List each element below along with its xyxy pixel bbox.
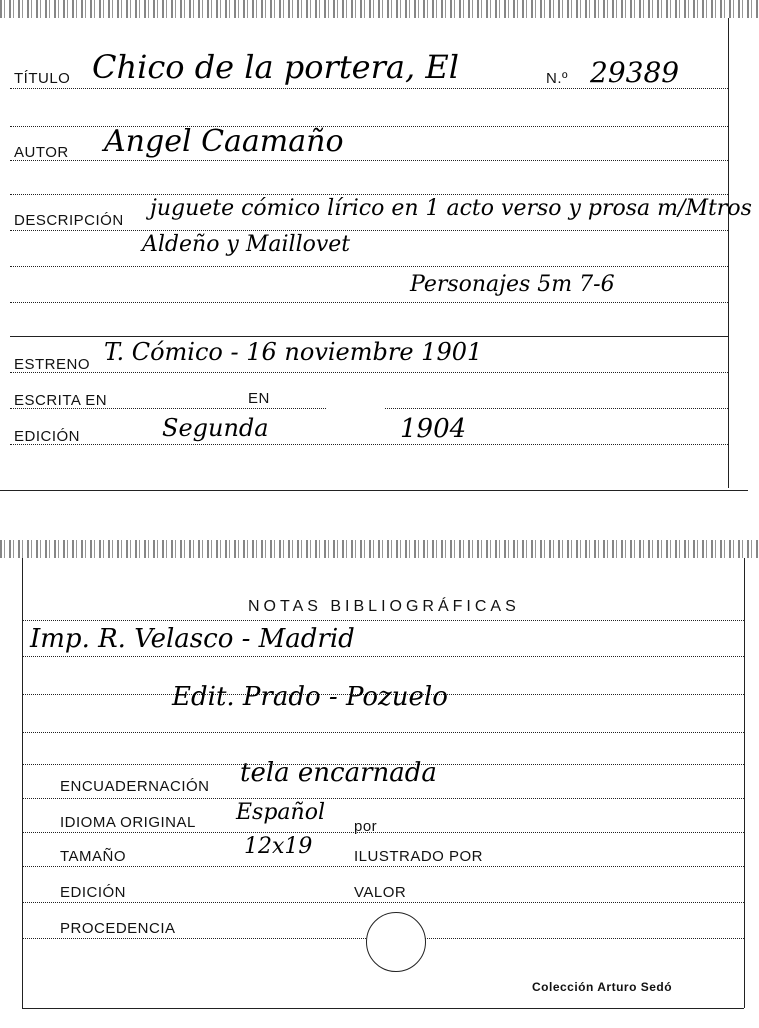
card-right-border bbox=[728, 18, 729, 488]
descripcion-line1: juguete cómico lírico en 1 acto verso y prosa m/Mtros bbox=[150, 196, 752, 221]
notes-line1: Imp. R. Velasco - Madrid bbox=[30, 624, 355, 654]
ruled-line bbox=[22, 620, 744, 621]
valor-label: VALOR bbox=[354, 884, 407, 901]
catalog-card-back bbox=[0, 540, 759, 1028]
numero-value: 29389 bbox=[590, 56, 680, 89]
ruled-line bbox=[22, 798, 744, 799]
ruled-line bbox=[10, 372, 728, 373]
coleccion-label: Colección Arturo Sedó bbox=[532, 980, 673, 994]
ruled-line bbox=[10, 266, 728, 267]
ruled-line bbox=[22, 832, 744, 833]
por-label: por bbox=[354, 818, 378, 835]
section-divider bbox=[10, 336, 728, 337]
idioma-value: Español bbox=[236, 800, 325, 825]
ruled-line bbox=[10, 194, 728, 195]
ruled-line bbox=[10, 444, 728, 445]
edicion-value: Segunda bbox=[162, 414, 269, 442]
escrita-label: ESCRITA EN bbox=[14, 392, 108, 409]
descripcion-line2: Aldeño y Maillovet bbox=[142, 232, 351, 257]
ilustrado-label: ILUSTRADO POR bbox=[354, 848, 484, 865]
ruled-line bbox=[10, 160, 728, 161]
card-bottom-border bbox=[0, 490, 748, 491]
notes-line2: Edit. Prado - Pozuelo bbox=[172, 682, 448, 712]
card-bottom-border bbox=[22, 1008, 744, 1009]
autor-value: Angel Caamaño bbox=[104, 124, 344, 159]
titulo-value: Chico de la portera, El bbox=[92, 48, 459, 86]
edicion-label-back: EDICIÓN bbox=[60, 884, 127, 901]
card-edge-noise bbox=[0, 540, 759, 558]
ruled-line bbox=[10, 302, 728, 303]
numero-label: N.º bbox=[546, 70, 568, 87]
titulo-label: TÍTULO bbox=[14, 70, 71, 87]
descripcion-line3: Personajes 5m 7-6 bbox=[410, 272, 615, 297]
idioma-label: IDIOMA ORIGINAL bbox=[60, 814, 196, 831]
encuadernacion-value: tela encarnada bbox=[240, 758, 437, 788]
tamano-value: 12x19 bbox=[244, 834, 313, 859]
ruled-line bbox=[22, 866, 744, 867]
circular-stamp bbox=[366, 912, 426, 972]
card-left-border bbox=[22, 558, 23, 1008]
procedencia-label: PROCEDENCIA bbox=[60, 920, 176, 937]
card-right-border bbox=[744, 558, 745, 1008]
encuadernacion-label: ENCUADERNACIÓN bbox=[60, 778, 210, 795]
estreno-value: T. Cómico - 16 noviembre 1901 bbox=[104, 338, 483, 366]
estreno-label: ESTRENO bbox=[14, 356, 91, 373]
autor-label: AUTOR bbox=[14, 144, 69, 161]
edicion-year: 1904 bbox=[400, 414, 467, 444]
descripcion-label: DESCRIPCIÓN bbox=[14, 212, 124, 229]
ruled-line bbox=[22, 656, 744, 657]
card-edge-noise bbox=[0, 0, 759, 18]
ruled-line bbox=[22, 902, 744, 903]
ruled-line bbox=[22, 732, 744, 733]
catalog-card-front bbox=[0, 0, 759, 500]
tamano-label: TAMAÑO bbox=[60, 848, 127, 865]
ruled-line bbox=[10, 230, 728, 231]
notas-heading: NOTAS BIBLIOGRÁFICAS bbox=[248, 598, 520, 615]
punch-hole bbox=[326, 380, 384, 438]
en-label: EN bbox=[248, 390, 270, 407]
edicion-label: EDICIÓN bbox=[14, 428, 81, 445]
